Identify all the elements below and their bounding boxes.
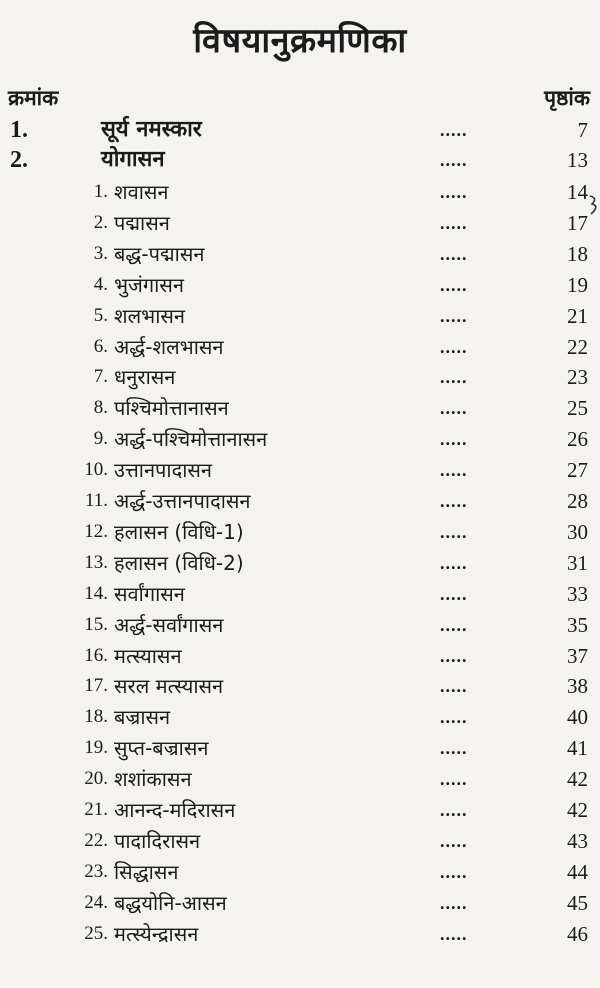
dot-leader: .....	[440, 892, 468, 913]
entry-title: शलभासन	[114, 303, 186, 328]
entry-title: सरल मत्स्यासन	[114, 674, 224, 699]
entry-page-number: 7	[577, 118, 588, 142]
toc-entry-row	[0, 856, 600, 888]
entry-title: सूर्य नमस्कार	[101, 117, 202, 142]
toc-entry-row	[0, 269, 600, 301]
dot-leader: .....	[440, 738, 468, 759]
entry-page-number: 14	[567, 180, 588, 204]
entry-page-number: 30	[567, 519, 588, 544]
entry-number: 12.	[84, 520, 108, 542]
entry-number: 3.	[93, 242, 108, 264]
entry-title: शशांकासन	[114, 767, 192, 792]
entry-number: 9.	[93, 428, 108, 450]
dot-leader: .....	[440, 521, 468, 542]
entry-number: 8.	[93, 397, 108, 419]
entry-title: उत्तानपादासन	[114, 458, 213, 483]
entry-number: 13.	[84, 551, 108, 573]
dot-leader: .....	[440, 212, 468, 233]
toc-entry-row	[0, 331, 600, 363]
entry-number: 23.	[84, 860, 108, 882]
entry-number: 4.	[93, 273, 108, 295]
entry-title: अर्द्ध-उत्तानपादासन	[114, 489, 251, 513]
entry-number: 18.	[84, 706, 108, 728]
entry-page-number: 21	[567, 303, 588, 328]
entry-page-number: 45	[567, 890, 588, 915]
entry-page-number: 25	[567, 396, 588, 421]
entry-title: शवासन	[114, 180, 169, 204]
toc-entry-row	[0, 732, 600, 764]
dot-leader: .....	[440, 274, 468, 295]
dot-leader: .....	[440, 645, 468, 666]
entry-page-number: 46	[567, 921, 588, 946]
entry-page-number: 37	[567, 643, 588, 668]
entry-number: 16.	[84, 644, 108, 666]
entry-title: हलासन (विधि-1)	[114, 519, 244, 544]
page-title: विषयानुक्रमणिका	[193, 21, 407, 61]
entry-page-number: 19	[567, 272, 588, 297]
entry-page-number: 17	[567, 210, 588, 235]
toc-entry-row	[0, 701, 600, 733]
toc-entry-row	[0, 485, 600, 517]
entry-title: भुजंगासन	[114, 272, 184, 297]
entry-number: 2.	[10, 147, 28, 173]
entry-number: 17.	[84, 675, 108, 697]
entry-number: 21.	[84, 799, 108, 820]
dot-leader: .....	[440, 861, 468, 882]
entry-page-number: 42	[567, 798, 588, 822]
page-edge-mark	[588, 192, 600, 218]
dot-leader: .....	[440, 707, 468, 728]
entry-number: 25.	[84, 922, 108, 944]
entry-number: 2.	[93, 211, 108, 233]
toc-entry-row	[0, 238, 600, 270]
entry-page-number: 13	[567, 148, 588, 172]
entry-page-number: 44	[567, 859, 588, 884]
entry-number: 24.	[84, 891, 108, 913]
toc-entry-row	[0, 392, 600, 424]
entry-title: योगासन	[101, 147, 165, 172]
entry-number: 1.	[93, 181, 108, 202]
entry-title: सिद्धासन	[114, 859, 179, 884]
dot-leader: .....	[440, 305, 468, 326]
entry-page-number: 31	[567, 550, 588, 575]
entry-page-number: 35	[567, 612, 588, 637]
entry-title: बद्धयोनि-आसन	[114, 890, 227, 915]
entry-page-number: 18	[567, 241, 588, 266]
entry-page-number: 38	[567, 674, 588, 699]
serial-column-header: क्रमांक	[8, 86, 59, 110]
entry-number: 20.	[84, 768, 108, 790]
entry-number: 14.	[84, 582, 108, 604]
entry-title: पश्चिमोत्तानासन	[114, 396, 229, 421]
entry-title: अर्द्ध-सर्वांगासन	[114, 612, 224, 637]
toc-entry-row	[0, 640, 600, 672]
entry-page-number: 23	[567, 365, 588, 390]
dot-leader: .....	[440, 336, 468, 357]
entry-number: 1.	[10, 117, 28, 143]
toc-entry-row	[0, 825, 600, 857]
toc-entry-row	[0, 423, 600, 455]
dot-leader: .....	[440, 367, 468, 388]
entry-number: 10.	[84, 459, 108, 481]
entry-page-number: 28	[567, 489, 588, 513]
entry-title: अर्द्ध-पश्चिमोत्तानासन	[114, 427, 268, 452]
entry-title: धनुरासन	[114, 365, 176, 390]
entry-number: 5.	[93, 304, 108, 326]
toc-entry-row	[0, 361, 600, 393]
entry-page-number: 43	[567, 828, 588, 853]
entry-page-number: 26	[567, 427, 588, 452]
dot-leader: .....	[440, 769, 468, 790]
dot-leader: .....	[440, 120, 468, 140]
entry-number: 22.	[84, 829, 108, 851]
page-column-header: पृष्ठांक	[544, 86, 590, 110]
entry-title: पादादिरासन	[114, 828, 201, 853]
toc-entry-row	[0, 207, 600, 239]
entry-page-number: 27	[567, 458, 588, 483]
entry-title: अर्द्ध-शलभासन	[114, 334, 224, 359]
entry-title: हलासन (विधि-2)	[114, 550, 244, 575]
entry-title: सर्वांगासन	[114, 581, 185, 606]
entry-number: 6.	[93, 335, 108, 357]
dot-leader: .....	[440, 583, 468, 604]
toc-entry-row	[0, 454, 600, 486]
dot-leader: .....	[440, 243, 468, 264]
toc-entry-row	[0, 578, 600, 610]
toc-section-row	[0, 114, 600, 146]
dot-leader: .....	[440, 552, 468, 573]
entry-number: 19.	[84, 737, 108, 759]
toc-entry-row	[0, 794, 600, 826]
toc-section-row	[0, 144, 600, 176]
entry-title: बद्ध-पद्मासन	[114, 241, 205, 266]
entry-page-number: 22	[567, 334, 588, 359]
toc-entry-row	[0, 887, 600, 919]
entry-page-number: 40	[567, 705, 588, 730]
dot-leader: .....	[440, 676, 468, 697]
entry-number: 7.	[93, 366, 108, 388]
entry-page-number: 41	[567, 736, 588, 761]
entry-title: पद्मासन	[114, 210, 170, 235]
dot-leader: .....	[440, 614, 468, 635]
toc-entry-row	[0, 547, 600, 579]
toc-entry-row	[0, 918, 600, 950]
dot-leader: .....	[440, 491, 468, 511]
toc-entry-row	[0, 763, 600, 795]
entry-page-number: 33	[567, 581, 588, 606]
entry-title: बज्रासन	[114, 705, 171, 730]
entry-title: मत्स्यासन	[114, 643, 182, 668]
toc-entry-row	[0, 176, 600, 208]
toc-entry-row	[0, 300, 600, 332]
toc-entry-row	[0, 670, 600, 702]
entry-title: आनन्द-मदिरासन	[114, 798, 236, 822]
dot-leader: .....	[440, 182, 468, 202]
entry-page-number: 42	[567, 767, 588, 792]
toc-entry-row	[0, 516, 600, 548]
dot-leader: .....	[440, 398, 468, 419]
dot-leader: .....	[440, 800, 468, 820]
entry-title: मत्स्येन्द्रासन	[114, 921, 199, 946]
dot-leader: .....	[440, 460, 468, 481]
toc-entry-row	[0, 609, 600, 641]
entry-number: 15.	[84, 613, 108, 635]
dot-leader: .....	[440, 923, 468, 944]
dot-leader: .....	[440, 150, 468, 170]
entry-number: 11.	[84, 490, 108, 511]
dot-leader: .....	[440, 429, 468, 450]
entry-title: सुप्त-बज्रासन	[114, 736, 209, 761]
dot-leader: .....	[440, 830, 468, 851]
